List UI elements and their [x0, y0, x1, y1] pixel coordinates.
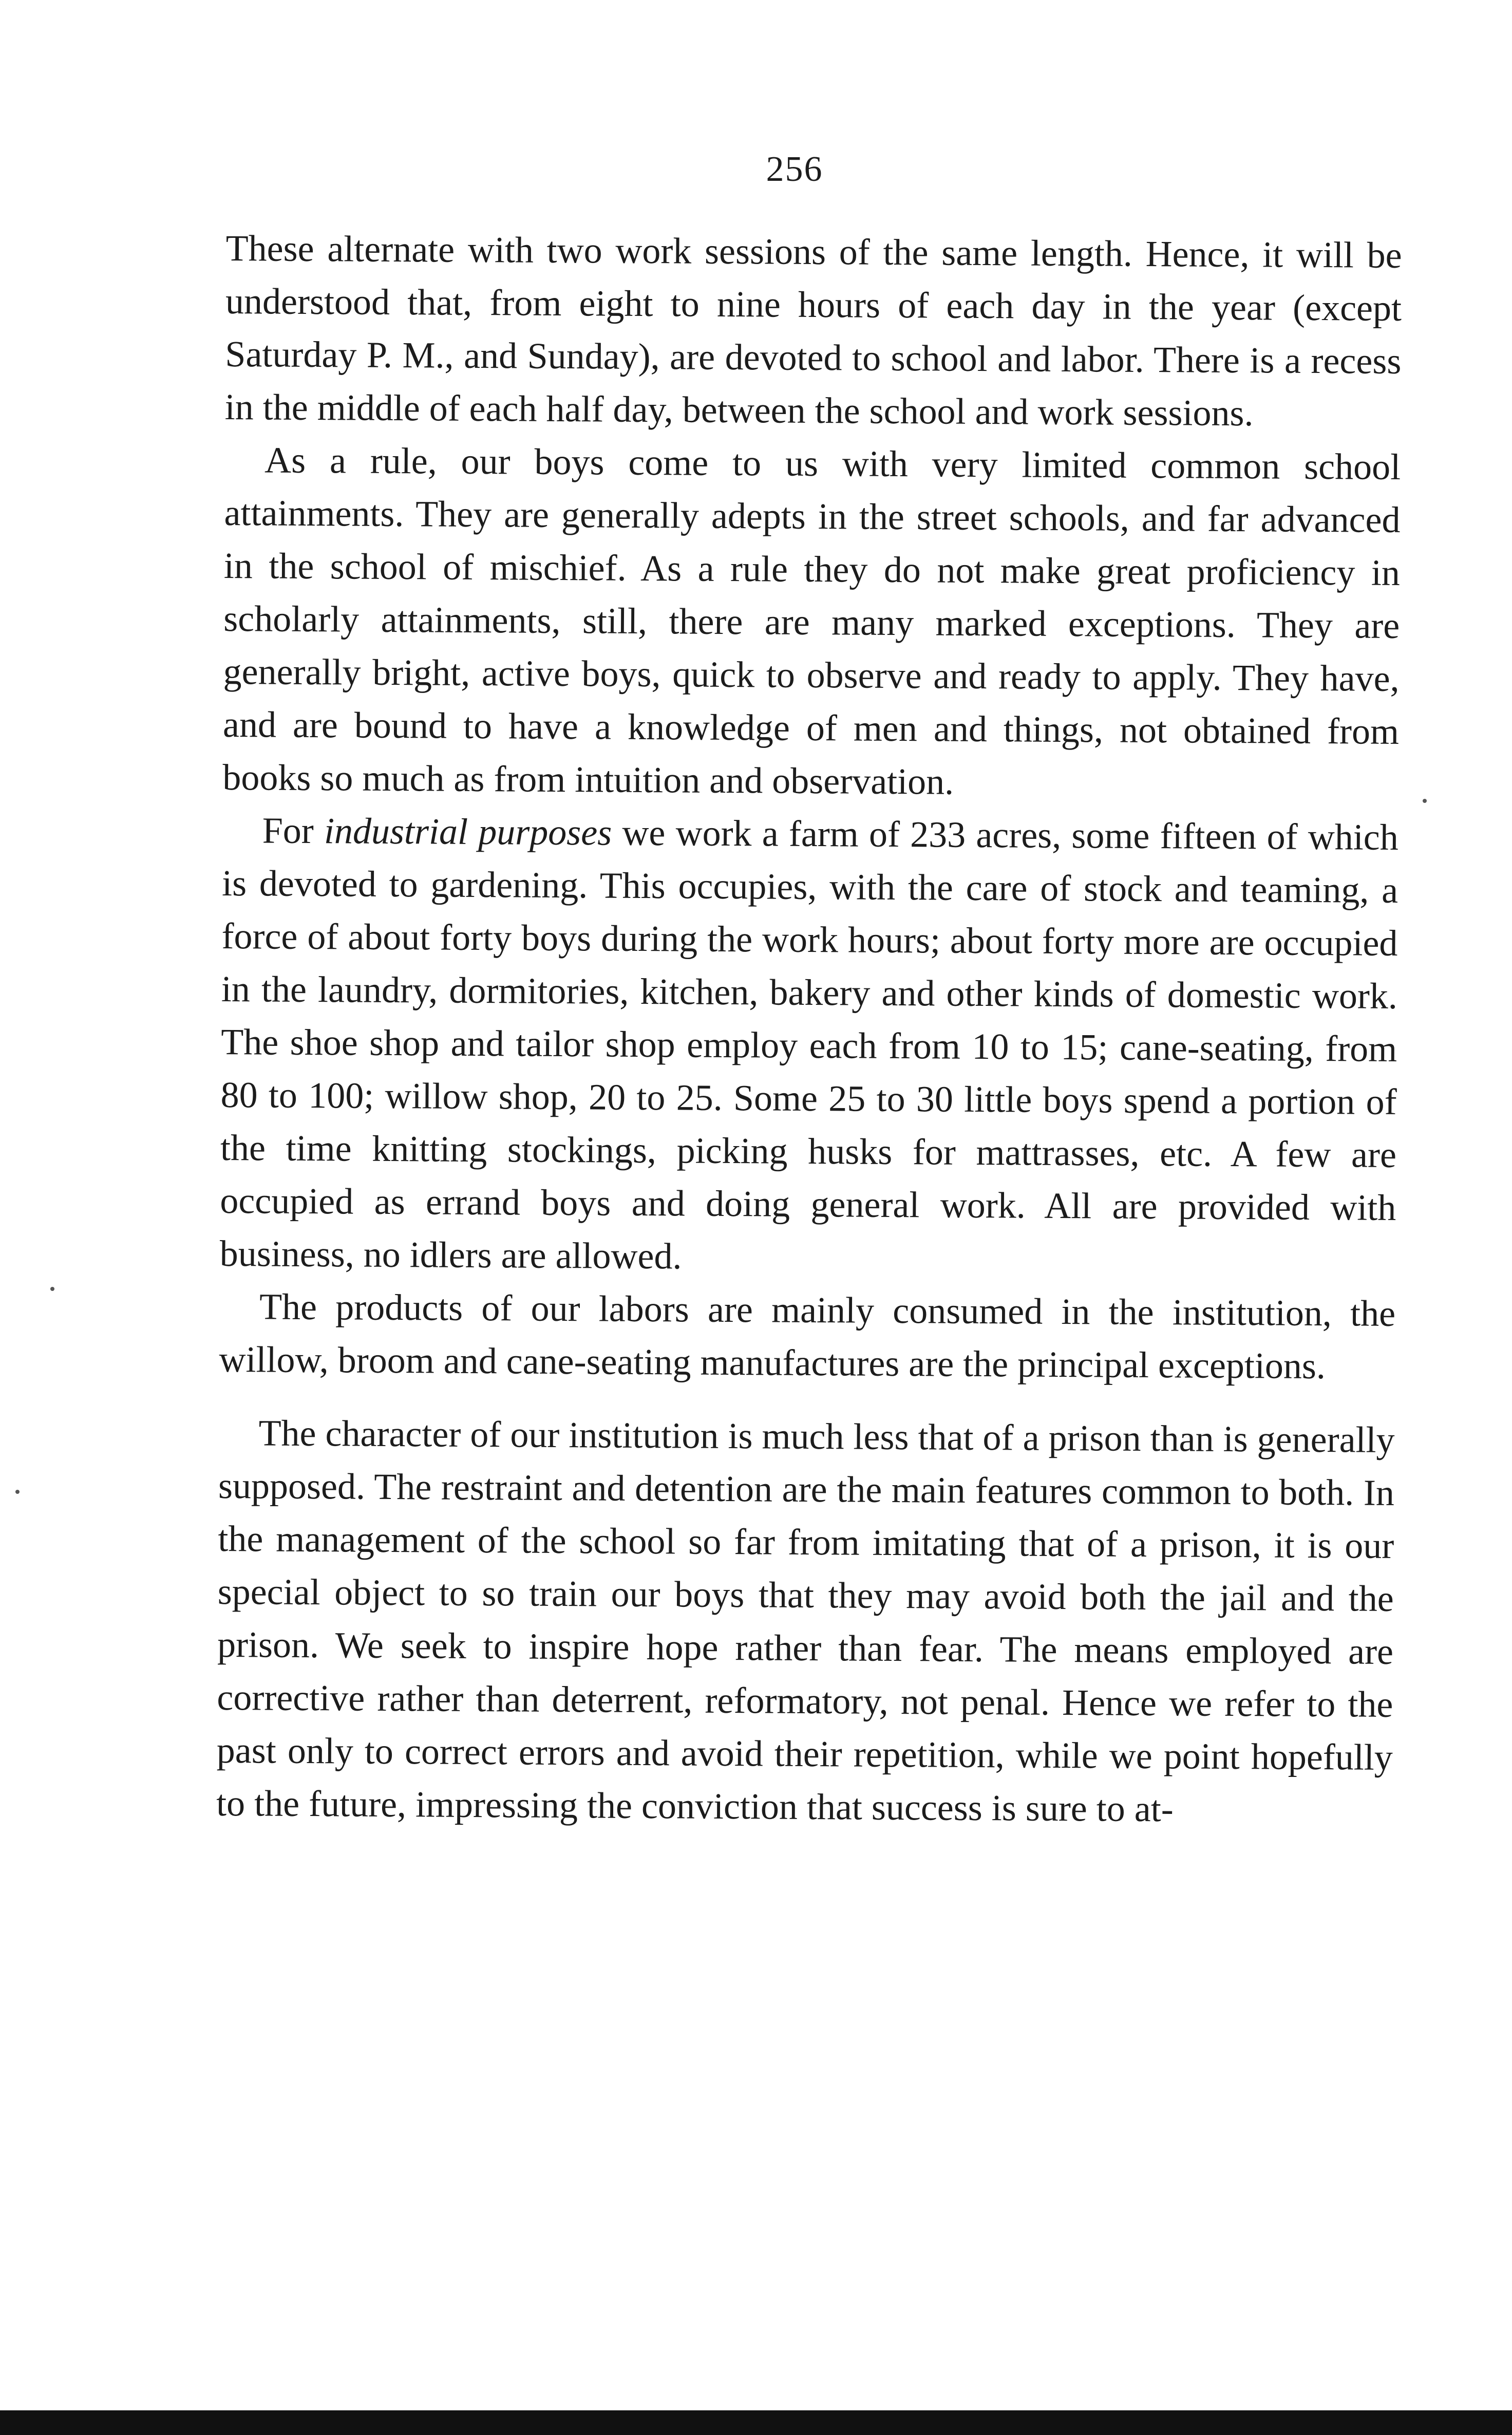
scan-speck	[1423, 799, 1427, 803]
paragraph-4: The products of our labors are mainly consumed in the institution, the willow, broom and cane-seating manufactures are the principal exceptions.	[219, 1286, 1396, 1387]
paragraph-3-rest: we work a farm of 233 acres, some fifteen of which is devoted to gardening. This occupies, with the care of stock and teaming, a force of about forty boys during the work hours; about forty more are occupied in the laundry, dormitories, kitchen, bakery and other kinds of domestic work. The shoe shop and tailor shop employ each from 10 to 15; cane-seating, from 80 to 100; willow shop, 20 to 25. Some 25 to 30 little boys spend a portion of the time knitting stockings, picking husks for mattrasses, etc. A few are occupied as errand boys and doing general work. All are provided with business, no idlers are allowed.	[219, 812, 1399, 1277]
paragraph-1: These alternate with two work sessions of the same length. Hence, it will be understood that, from eight to nine hours of each day in the year (except Saturday P. M., and Sunday), are devoted to school and labor. There is a recess in the middle of each half day, between the school and work sessions.	[224, 227, 1402, 434]
scan-speck	[15, 1490, 20, 1494]
paragraph-2: As a rule, our boys come to us with very limited common school attainments. They are generally adepts in the street schools, and far advanced in the school of mischief. As a rule they do not make great proficiency in scholarly attainments, still, there are many marked exceptions. They are generally bright, active boys, quick to observe and ready to apply. They have, and are bound to have a knowledge of men and things, not obtained from books so much as from intuition and observation.	[222, 439, 1401, 802]
paragraph-3-italic: industrial purposes	[324, 810, 612, 853]
paragraph-3-lead: For	[262, 810, 314, 852]
page-number: 256	[766, 149, 823, 189]
paragraph-5: The character of our institution is much less that of a prison than is generally supposed. The restraint and detention are the main features common to both. In the management of the school so far from imitating that of a prison, it is our special object to so train our boys that they may avoid both the jail and the prison. We seek to inspire hope rather than fear. The means employed are corrective rather than deterrent, reformatory, not penal. Hence we refer to the past only to correct errors and avoid their repetition, while we point hopefully to the future, impressing the conviction that success is sure to at-	[216, 1412, 1395, 1830]
paragraph-3	[219, 804, 1398, 1287]
scan-speck	[50, 1287, 54, 1291]
scan-edge-bar	[0, 2410, 1512, 2435]
body-text	[216, 222, 1402, 1837]
